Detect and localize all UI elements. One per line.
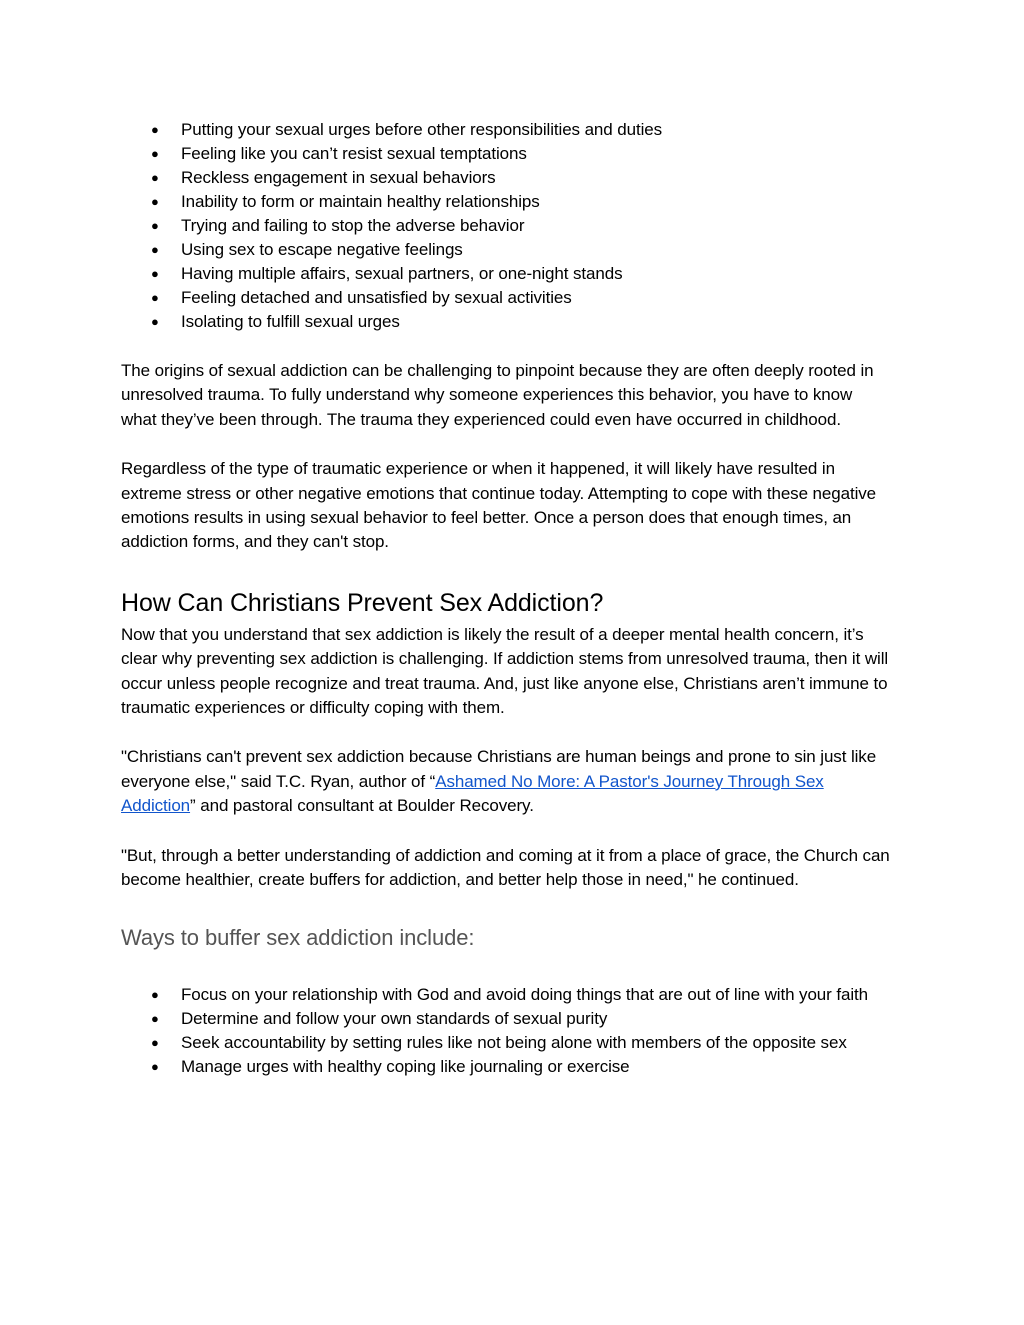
paragraph-origins: The origins of sexual addiction can be challenging to pinpoint because they are often deeply rooted in unresolved trauma. To fully understand why someone experiences this behavior, you have to know what they’ve been through. The trauma they experienced could even have occurred in childhood. [121,361,874,429]
subsection-heading: Ways to buffer sex addiction include: [121,924,475,950]
paragraph-prevention: Now that you understand that sex addiction is likely the result of a deeper mental health concern, it’s clear why preventing sex addiction is challenging. If addiction stems from unresolved trauma, then it will occur unless people recognize and treat trauma. And, just like anyone else, Christians aren’t immune to traumatic experiences or difficulty coping with them. [121,624,889,718]
list-item: ● Isolating to fulfill sexual urges [121,310,891,334]
list-item: ● Using sex to escape negative feelings [121,238,891,262]
bullet-icon: ● [151,170,159,185]
list-item: ● Having multiple affairs, sexual partners, or one-night stands [121,262,891,286]
spacer [121,555,891,587]
bullet-icon: ● [151,1010,159,1026]
paragraph-stress: Regardless of the type of traumatic experience or when it happened, it will likely have resulted in extreme stress or other negative emotions that continue today. Attempting to cope with these negative emotions results in using sexual behavior to feel better. Once a person does that enough times, an addiction forms, and they can't stop. [121,459,877,552]
list-item: ● Seek accountability by setting rules like not being alone with members of the opposite sex [121,1031,891,1055]
bullet-icon: ● [151,1058,159,1074]
bullet-icon: ● [151,146,159,161]
spacer [121,953,891,983]
bullet-icon: ● [151,194,159,209]
list-item: ● Determine and follow your own standards of sexual purity [121,1007,891,1031]
spacer [121,819,891,844]
bullet-icon: ● [151,1034,159,1050]
spacer [121,334,891,359]
spacer [121,893,891,923]
list-item: ● Putting your sexual urges before other responsibilities and duties [121,118,891,142]
list-item: ● Feeling like you can’t resist sexual temptations [121,142,891,166]
bullet-icon: ● [151,986,159,1002]
spacer [121,720,891,745]
list-item: ● Reckless engagement in sexual behaviors [121,166,891,190]
paragraph-quote: "Christians can't prevent sex addiction because Christians are human beings and prone to sin just like everyone else," said T.C. Ryan, author of “Ashamed No More: A Pastor's Journey Through Sex Addiction” and pastoral consultant at Boulder Recovery. [121,747,877,816]
section-heading: How Can Christians Prevent Sex Addiction? [121,588,604,617]
bullet-icon: ● [151,242,159,257]
buffer-list [121,983,891,1079]
spacer [121,432,891,457]
symptoms-list [121,118,891,334]
list-item: ● Inability to form or maintain healthy relationships [121,190,891,214]
bullet-icon: ● [151,314,159,329]
book-link[interactable]: Ashamed No More: A Pastor's Journey Through Sex Addiction [121,771,824,816]
bullet-icon: ● [151,290,159,305]
document-content [121,118,891,1079]
list-item: ● Focus on your relationship with God and avoid doing things that are out of line with your faith [121,983,891,1007]
list-item: ● Feeling detached and unsatisfied by sexual activities [121,286,891,310]
list-item: ● Manage urges with healthy coping like journaling or exercise [121,1055,891,1079]
paragraph-continued: "But, through a better understanding of addiction and coming at it from a place of grace, the Church can become healthier, create buffers for addiction, and better help those in need," he continued. [121,845,890,890]
bullet-icon: ● [151,218,159,233]
bullet-icon: ● [151,266,159,281]
list-item: ● Trying and failing to stop the adverse behavior [121,214,891,238]
bullet-icon: ● [151,122,159,137]
